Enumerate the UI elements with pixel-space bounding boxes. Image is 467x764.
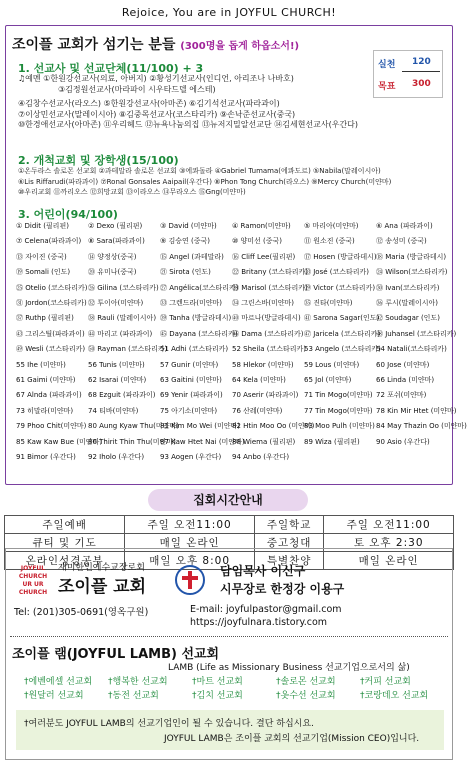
lamb-notice <box>16 710 444 750</box>
child-item: ㊲ Ruthp (필리핀) <box>16 314 74 323</box>
schedule-cell: 큐티 및 기도 <box>5 534 125 552</box>
child-item: 86 Thirit Thin Thu(미얀마) <box>88 437 176 446</box>
child-item: ㉓ José (코스타리카) <box>304 268 370 277</box>
denomination: 재미한인예수교장로회 <box>58 563 145 573</box>
lamb-item: †행복한 선교회 <box>108 677 168 687</box>
child-item: 90 Asio (우간다) <box>376 437 430 446</box>
lamb-item: †커피 선교회 <box>360 677 411 687</box>
child-item: 84 May Thazin Oo (미얀마) <box>376 422 467 431</box>
lamb-item: †옷수선 선교회 <box>276 691 336 701</box>
child-item: ㉑ Sirota (인도) <box>160 268 211 277</box>
child-item: ㉜ 투이아(미얀마) <box>88 299 144 307</box>
child-item: ⑮ Angel (과테말라) <box>160 252 224 261</box>
child-item: 61 Gaimi (미얀마) <box>16 376 76 384</box>
child-item: 81 Kim Mo Wei (미얀마) <box>160 422 240 431</box>
child-item: ⑥ Ana (파라과이) <box>376 222 433 230</box>
lamb-item: †코랑데오 선교회 <box>360 691 429 701</box>
child-item: 83 Moo Pulh (미얀마) <box>304 422 375 431</box>
child-item: ⑱ Maria (방글라데시) <box>376 252 447 261</box>
schedule-cell: 중고청대 <box>254 534 323 552</box>
notice-line-2: JOYFUL LAMB은 조이플 교회의 선교기업(Mission CEO)입니다. <box>164 734 420 744</box>
child-item: 60 Jose (미얀마) <box>376 360 430 369</box>
lamb-item: †솔로몬 선교회 <box>276 677 336 687</box>
child-item: 71 Tin Mogo(미얀마) <box>304 391 373 400</box>
child-item: 65 Jol (미얀마) <box>304 376 352 384</box>
section1-list <box>18 74 368 131</box>
church-website[interactable]: https://joyfulnara.tistory.com <box>190 617 328 628</box>
child-item: 63 Gaitini (미얀마) <box>160 376 222 384</box>
child-item: 66 Linda (미얀마) <box>376 376 435 384</box>
child-item: ㉛ Jordon(코스타리카) <box>16 299 87 307</box>
schedule-cell: 특별찬양 <box>254 552 323 570</box>
child-item: 88 Wiema (필리핀) <box>232 437 296 446</box>
child-item: ㉗ Angélica(코스타리카) <box>160 283 239 292</box>
pastor: 담임목사 이신구 <box>220 564 306 578</box>
lamb-item: †마트 선교회 <box>192 677 243 687</box>
child-item: ⑭ 양정상(중국) <box>88 252 137 261</box>
goal-target-label: 목표 <box>378 82 396 92</box>
child-item: ㊿ Rayman (코스타리카) <box>88 345 168 354</box>
lamb-item: †에벤에셀 선교회 <box>24 677 93 687</box>
child-item: 56 Tunis (미얀마) <box>88 360 145 369</box>
child-item: ② Dexo (필리핀) <box>88 222 143 230</box>
child-item: ⑫ 송성미 (중국) <box>376 237 427 246</box>
child-item: 82 Htin Moo Oo (미얀마) <box>232 422 315 431</box>
lamb-item: †김치 선교회 <box>192 691 243 701</box>
child-item: ⑯ Cliff Lee(필리핀) <box>232 252 296 261</box>
child-item: 73 히말라(미얀마) <box>16 406 74 415</box>
section1-line: ③김정원선교사(마라파이 시우타드델 에스테) <box>58 84 216 94</box>
child-item: 89 Wiza (필리핀) <box>304 437 360 446</box>
schedule-title: 집회시간안내 <box>148 489 308 511</box>
child-item: ① Didit (필리핀) <box>16 222 69 230</box>
divider <box>10 636 448 637</box>
church-email: E-mail: joyfulpastor@gmail.com <box>190 604 342 615</box>
child-item: ㊳ Rauli (말레이시아) <box>88 314 157 323</box>
child-item: 94 Anbo (우간다) <box>232 453 290 461</box>
child-item: ㊵ 마르나(방글라데시) <box>232 314 301 323</box>
section1-line: ⑩한경애선교사(아마존) ⑪우리헤드 ⑫뉴욕나눔의집 ⑬뉴저지밀알선교단 ⑭김세현선교사(우간다) <box>18 120 359 130</box>
child-item: 87 Kaw Htet Nai (미얀마) <box>160 437 245 446</box>
child-item: ⑩ 양미선 (중국) <box>232 237 282 246</box>
child-item: 54 Natali(코스타리카) <box>376 345 447 354</box>
church-logo: JOYFUL CHURCH UR UR CHURCH <box>18 565 48 596</box>
child-item: ㉝ 그렌드라(미얀마) <box>160 299 223 307</box>
child-item: 64 Kela (미얀마) <box>232 376 286 384</box>
child-item: ⑤ 마리아(미얀마) <box>304 222 359 230</box>
section1-line: ④김창수선교사(라오스) ⑤한원강선교사(아마존) ⑥김기석선교사(파라과이) <box>18 99 280 109</box>
lamb-item: †동전 선교회 <box>108 691 159 701</box>
child-item: 58 Hlekor (미얀마) <box>232 360 294 369</box>
lamb-subtitle: LAMB (Life as Missionary Business 선교기업으로서의 삶) <box>168 663 410 673</box>
child-item: ㉕ Otelio (코스타리카) <box>16 283 88 292</box>
schedule-cell: 주일학교 <box>254 516 323 534</box>
child-item: 78 Kin Mir Htet (미얀마) <box>376 406 457 415</box>
section2-line: ①온두라스 솔로몬 선교회 ②과테말라 솔로몬 선교회 ③에콰돌라 ④Gabriel Tumama(에콰도르) ⑤Nabila(말레이시아) <box>18 167 381 175</box>
schedule-cell: 토 오후 2:30 <box>324 534 454 552</box>
child-item: 85 Kaw Kaw Bue (미얀마) <box>16 437 103 446</box>
child-item: 79 Phoo Chit(미얀마) <box>16 422 87 431</box>
child-item: 57 Gunir (미얀마) <box>160 360 219 369</box>
child-item: ㊴ Tanha (방글라데시) <box>160 314 232 323</box>
section2-line: ⑥Lis Riffarudi(파라과이) ⑦Ronal Gonsales Aaipail(우간다) ⑧Phon Tong Church(라오스) ⑨Mercy Church(미얀마) <box>18 177 392 186</box>
church-name: 조이플 교회 <box>58 577 147 597</box>
child-item: ㉙ Victor (코스타리카) <box>304 283 376 292</box>
child-item: 93 Aogen (우간다) <box>160 453 222 461</box>
child-item: 74 티바(미얀마) <box>88 406 139 415</box>
child-item: 69 Yenir (파라과이) <box>160 391 223 400</box>
child-item: ⑳ 유미나(중국) <box>88 268 137 277</box>
goal-target-value: 300 <box>412 79 431 89</box>
child-item: 91 Bimor (우간다) <box>16 453 76 461</box>
lamb-title: 조이플 램(JOYFUL LAMB) 선교회 <box>12 647 220 662</box>
child-item: ㉚ Ivan(코스타리카) <box>376 283 440 292</box>
child-item: ㉘ Marisol (코스타리카) <box>232 283 308 292</box>
child-item: ㉔ Wilson(코스타리카) <box>376 268 448 277</box>
notice-line-1: †여러분도 JOYFUL LAMB의 선교기업인이 될 수 있습니다. 결단 하십시요. <box>24 719 314 729</box>
mission-title <box>12 34 299 54</box>
child-item: ㉟ 진타(미얀마) <box>304 299 353 307</box>
child-item: 68 Ezguit (파라과이) <box>88 391 156 400</box>
child-item: ⑦ Celena(파라과이) <box>16 237 82 246</box>
section2-list <box>18 166 448 198</box>
elder: 시무장로 한정강 이용구 <box>220 582 345 596</box>
child-item: 62 Isarai (미얀마) <box>88 376 147 384</box>
child-item: 59 Lous (미얀마) <box>304 360 360 369</box>
child-item: ⑬ 자이진 (중국) <box>16 252 67 261</box>
mission-subtitle: (300명을 돕게 하옵소서!) <box>180 41 300 52</box>
lamb-list <box>24 674 444 702</box>
child-item: ⑲ Somali (인도) <box>16 268 71 277</box>
child-item: ⑧ Sara(파라과이) <box>88 237 145 246</box>
section2-title: 2. 개척교회 및 장학생(15/100) <box>18 154 179 167</box>
child-item: ㊾ Wesli (코스타리카) <box>16 345 86 354</box>
child-item: ㊶ Sarona Sagar(인도) <box>304 314 380 323</box>
schedule-cell: 매일 오후 8:00 <box>125 552 255 570</box>
child-item: 52 Sheila (코스타리카) <box>232 345 306 354</box>
section1-title: 1. 선교사 및 선교단체(11/100) + 3 <box>18 62 204 75</box>
child-item: 80 Aung Kyaw Thu(미얀마) <box>88 422 179 431</box>
section1-line: ⑦이상민선교사(말레이시아) ⑧김중목선교사(코스타리카) ⑨손낙준선교사(중국) <box>18 109 296 119</box>
header-banner: Rejoice, You are in JOYFUL CHURCH! <box>121 6 337 19</box>
child-item: 72 포쉬(미얀마) <box>376 391 427 400</box>
mission-title-text: 조이플 교회가 섬기는 분들 <box>12 37 176 53</box>
child-item: ㊼ Jaricela (코스타리카) <box>304 329 381 338</box>
child-item: ㊷ Soudagar (인도) <box>376 314 440 323</box>
child-item: ㊻ Dama (코스타리카) <box>232 329 304 338</box>
schedule-cell: 주일예배 <box>5 516 125 534</box>
child-item: ㉒ Britany (코스타리카) <box>232 268 308 277</box>
church-tel: Tel: (201)305-0691(영옥구원) <box>14 607 149 618</box>
schedule-cell: 주일 오전11:00 <box>324 516 454 534</box>
child-item: ㉖ Gilina (코스타리카) <box>88 283 159 292</box>
lamb-item: †원달러 선교회 <box>24 691 84 701</box>
child-item: ㊺ Dayana (코스타리카) <box>160 329 238 338</box>
child-item: 55 Ihe (미얀마) <box>16 360 66 369</box>
child-item: ③ David (미얀마) <box>160 222 217 230</box>
child-item: ㊸ 그리스틸(파라과이) <box>16 329 85 338</box>
child-item: 92 Iholo (우간다) <box>88 453 145 461</box>
section2-line: ⑩우리교회 ⑪까리오스 ⑫희망교회 ⑬이라오스 ⑭무라오스 ⑮Gng(미얀마) <box>18 188 246 197</box>
schedule-cell: 매일 온라인 <box>125 534 255 552</box>
child-item: 75 아기소(미얀마) <box>160 406 218 415</box>
goal-current-label: 실천 <box>378 60 396 70</box>
child-item: 76 산레(미얀마) <box>232 406 283 415</box>
goal-table <box>373 50 443 98</box>
goal-current-value: 120 <box>412 57 431 67</box>
child-item: ㊱ 루시(말레이시아) <box>376 299 439 307</box>
schedule-cell: 매일 온라인 <box>324 552 454 570</box>
child-item: ㊹ 마리고 (파라과이) <box>88 329 153 338</box>
child-item: ⑨ 김승연 (중국) <box>160 237 210 246</box>
child-item: ⑰ Hosen (방글라데시) <box>304 252 377 261</box>
child-item: ㉞ 그린스바(미얀마) <box>232 299 295 307</box>
child-item: 77 Tin Mogo(미얀마) <box>304 406 373 415</box>
schedule-row <box>5 516 454 534</box>
cross-icon <box>175 565 205 595</box>
child-item: 70 Aserir (파라과이) <box>232 391 299 400</box>
schedule-cell: 주일 오전11:00 <box>125 516 255 534</box>
child-item: 67 Alnda (파라과이) <box>16 391 82 400</box>
child-item: ④ Ramon(미얀마) <box>232 222 291 230</box>
section3-title: 3. 어린이(94/100) <box>18 208 118 221</box>
child-item: ⑪ 원소진 (중국) <box>304 237 355 246</box>
child-item: 53 Angelo (코스타리카) <box>304 345 381 354</box>
child-item: ㊽ Juhansel (코스타리카) <box>376 329 457 338</box>
section1-line: ♫예멘 ①한원강선교사(의료, 아버지) ②황성기선교사(인디언, 아리조나 나바호) <box>18 74 294 83</box>
schedule-cell: 온라인성경공부 <box>5 552 125 570</box>
child-item: 51 Adhi (코스타리카) <box>160 345 229 354</box>
